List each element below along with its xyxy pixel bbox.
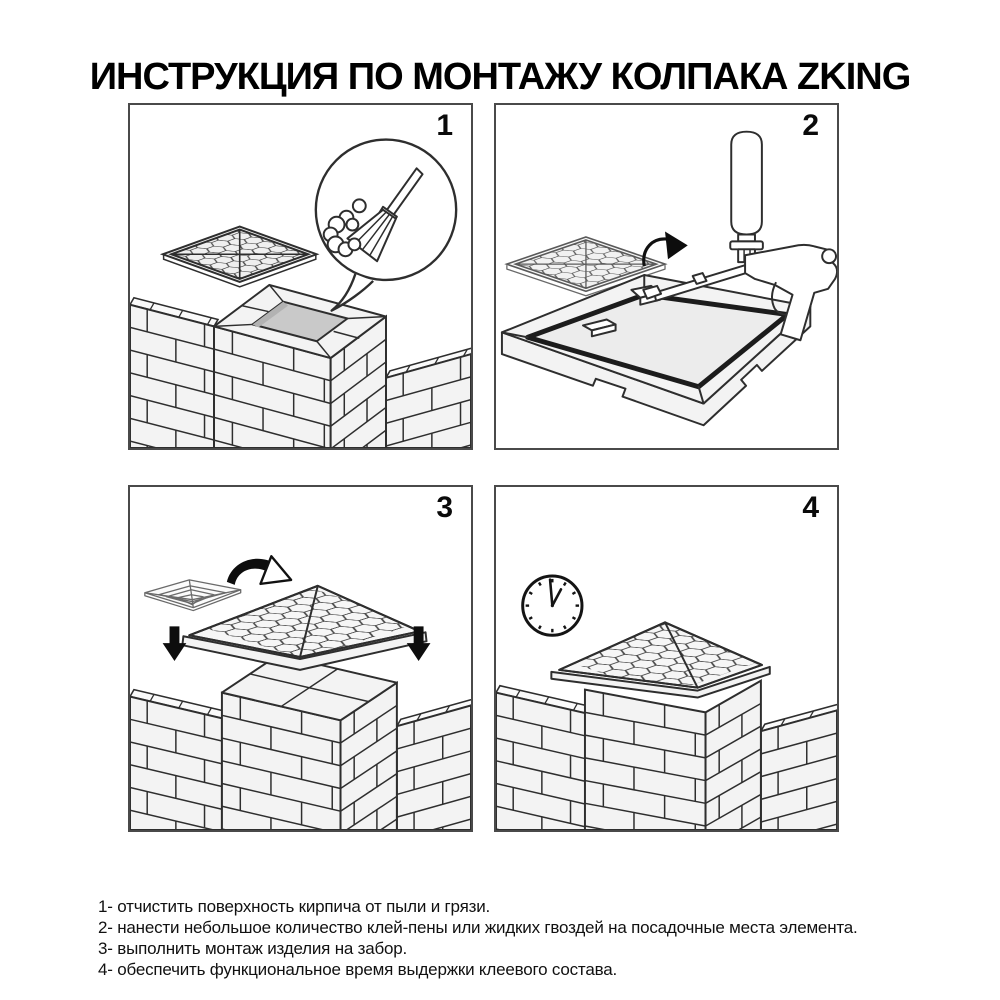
- brick-pillar-open-top: [214, 285, 386, 448]
- step-number: 4: [802, 491, 819, 524]
- clock-icon: [523, 576, 582, 635]
- brick-pillar: [585, 681, 761, 830]
- cap-installed: [551, 619, 773, 697]
- step-number: 1: [436, 109, 453, 142]
- brick-wall-right: [761, 703, 837, 830]
- step-panel-3: [128, 485, 473, 832]
- step-2-illustration: [496, 105, 837, 448]
- step-panel-2: [494, 103, 839, 450]
- instruction-line-3: 3- выполнить монтаж изделия на забор.: [98, 939, 408, 958]
- instruction-line-2: 2- нанести небольшое количество клей-пены или жидких гвоздей на посадочные места элемента.: [98, 918, 858, 937]
- instruction-line-1: 1- отчистить поверхность кирпича от пыли и грязи.: [98, 897, 491, 916]
- flip-arrow-icon: [227, 556, 291, 585]
- brick-wall-right: [397, 699, 471, 830]
- cap-underside: [145, 580, 241, 611]
- brick-pillar: [222, 655, 397, 830]
- step-3-illustration: [130, 487, 471, 830]
- page-title: ИНСТРУКЦИЯ ПО МОНТАЖУ КОЛПАКА ZKING: [89, 56, 911, 99]
- step-panel-1: [128, 103, 473, 450]
- step-number: 3: [436, 491, 453, 524]
- brick-wall-left: [130, 298, 218, 448]
- brick-wall-left: [130, 690, 226, 830]
- step-number: 2: [802, 109, 819, 142]
- instruction-line-4: 4- обеспечить функциональное время выдержки клеевого состава.: [98, 960, 617, 979]
- step-4-illustration: [496, 487, 837, 830]
- brick-wall-right: [386, 347, 471, 448]
- steps-grid: [128, 103, 839, 832]
- instruction-list: [98, 896, 858, 980]
- brick-wall-left: [496, 686, 599, 830]
- step-panel-4: [494, 485, 839, 832]
- step-1-illustration: [130, 105, 471, 448]
- cap-top-view: [163, 227, 317, 287]
